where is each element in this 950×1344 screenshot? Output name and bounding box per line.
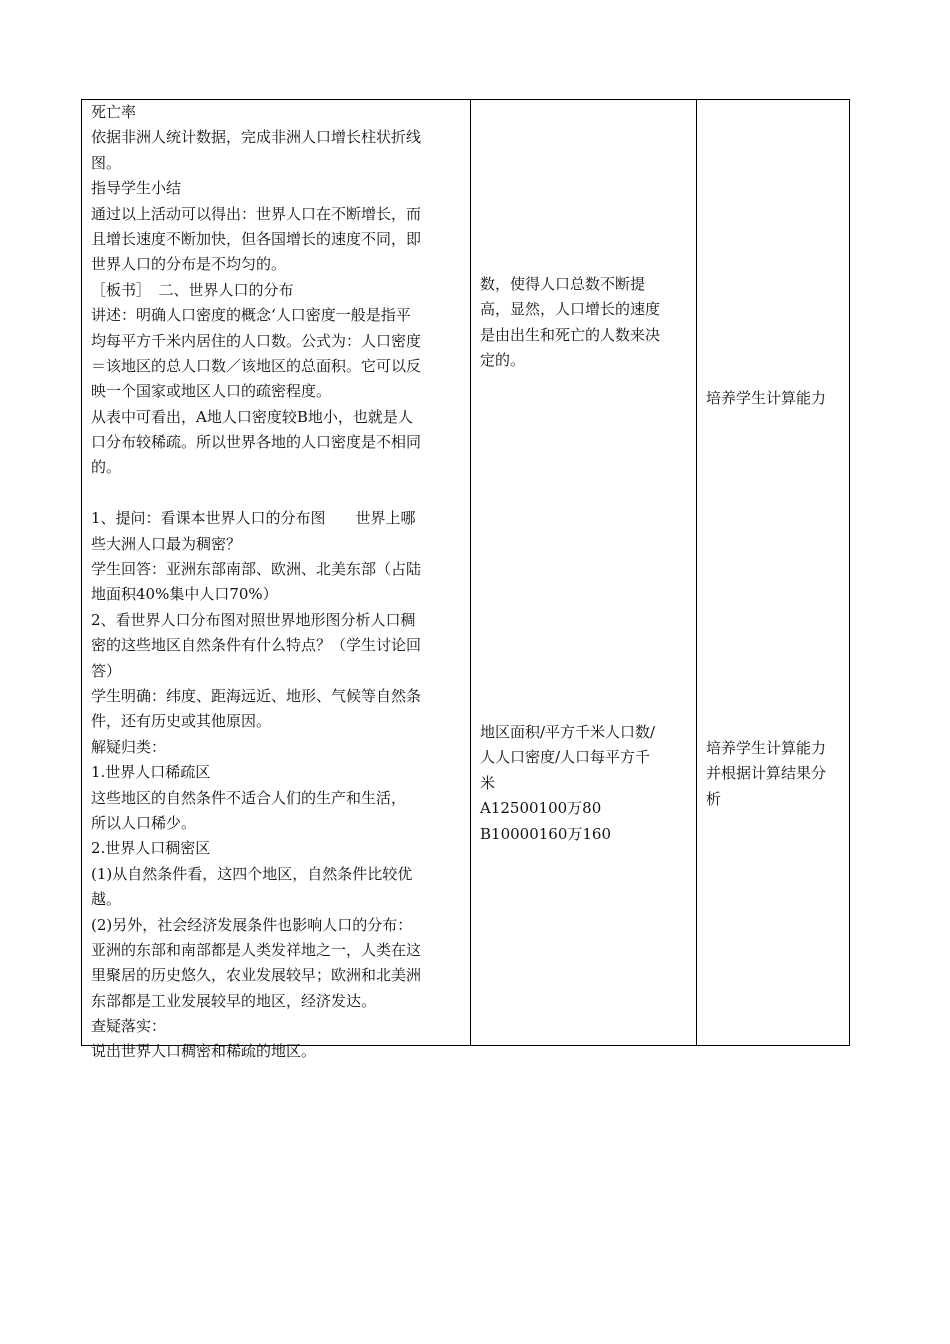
text-line: 解疑归类： <box>91 737 167 756</box>
text-line: 且增长速度不断加快，但各国增长的速度不同，即 <box>91 229 422 248</box>
text-line: 所以人口稀少。 <box>91 813 197 832</box>
text-line: A12500100万80 <box>480 799 602 818</box>
text-line: 地面积40%集中人口70%） <box>91 585 278 604</box>
student-activity-column <box>471 100 697 1045</box>
text-line: 并根据计算结果分 <box>706 764 827 783</box>
text-line: 口分布较稀疏。所以世界各地的人口密度是不相同 <box>91 433 422 452</box>
text-line: 映一个国家或地区人口的疏密程度。 <box>91 382 332 401</box>
text-line: 件，还有历史或其他原因。 <box>91 712 272 731</box>
text-line: 答） <box>91 661 122 680</box>
student-activity-text-1 <box>480 272 660 374</box>
text-line: 指导学生小结 <box>91 179 182 198</box>
text-line: 定的。 <box>480 351 526 370</box>
text-line: (1)从自然条件看，这四个地区，自然条件比较优 <box>91 864 413 883</box>
text-line: 亚洲的东部和南部都是人类发祥地之一，人类在这 <box>91 940 422 959</box>
text-line <box>91 481 421 506</box>
text-line: 数，使得人口总数不断提 <box>480 275 646 293</box>
text-line: ［板书］ 二、世界人口的分布 <box>91 280 294 299</box>
text-line: 学生明确：纬度、距海远近、地形、气候等自然条 <box>91 686 422 705</box>
teaching-process-text <box>91 100 421 1065</box>
population-density-data <box>480 720 655 847</box>
text-line: 死亡率 <box>91 103 137 121</box>
text-line: 均每平方千米内居住的人口数。公式为：人口密度 <box>91 331 422 350</box>
text-line: 1、提问：看课本世界人口的分布图 世界上哪 <box>91 509 416 528</box>
text-line: 人人口密度/人口每平方千 <box>480 748 651 767</box>
text-line: 世界人口的分布是不均匀的。 <box>91 255 287 274</box>
text-line: 高，显然，人口增长的速度 <box>480 300 661 319</box>
text-line: 地区面积/平方千米人口数/ <box>480 723 656 741</box>
design-intent-text-1 <box>706 386 826 411</box>
text-line: 查疑落实： <box>91 1017 167 1036</box>
text-line: 米 <box>480 773 496 792</box>
text-line: 说出世界人口稠密和稀疏的地区。 <box>91 1042 317 1061</box>
text-line: 密的这些地区自然条件有什么特点？（学生讨论回 <box>91 636 422 655</box>
design-intent-column <box>697 100 850 1045</box>
lesson-plan-table <box>81 99 850 1061</box>
text-line: 通过以上活动可以得出：世界人口在不断增长，而 <box>91 204 422 223</box>
text-line: 培养学生计算能力 <box>706 739 827 757</box>
text-line: 析 <box>706 789 722 808</box>
text-line: 的。 <box>91 458 122 477</box>
text-line: 学生回答：亚洲东部南部、欧洲、北美东部（占陆 <box>91 560 422 579</box>
teaching-process-column <box>82 100 471 1061</box>
text-line: 里聚居的历史悠久，农业发展较早；欧洲和北美洲 <box>91 966 422 985</box>
text-line: 依据非洲人统计数据，完成非洲人口增长柱状折线 <box>91 128 422 147</box>
text-line: 东部都是工业发展较早的地区，经济发达。 <box>91 991 377 1010</box>
text-line: 图。 <box>91 153 122 172</box>
text-line: 是由出生和死亡的人数来决 <box>480 325 661 344</box>
text-line: 这些地区的自然条件不适合人们的生产和生活， <box>91 788 407 807</box>
text-line: 2.世界人口稠密区 <box>91 839 211 858</box>
text-line: 从表中可看出，A地人口密度较B地小，也就是人 <box>91 407 413 426</box>
text-line: ＝该地区的总人口数／该地区的总面积。它可以反 <box>91 356 422 375</box>
text-line: B10000160万160 <box>480 824 612 843</box>
text-line: 越。 <box>91 890 122 909</box>
text-line: 2、看世界人口分布图对照世界地形图分析人口稠 <box>91 610 416 629</box>
text-line: 讲述：明确人口密度的概念‘人口密度一般是指平 <box>91 306 411 325</box>
text-line: (2)另外，社会经济发展条件也影响人口的分布： <box>91 915 413 934</box>
text-line: 1.世界人口稀疏区 <box>91 763 211 782</box>
design-intent-text-2 <box>706 736 826 812</box>
text-line: 些大洲人口最为稠密？ <box>91 534 242 553</box>
text-line: 培养学生计算能力 <box>706 389 827 407</box>
